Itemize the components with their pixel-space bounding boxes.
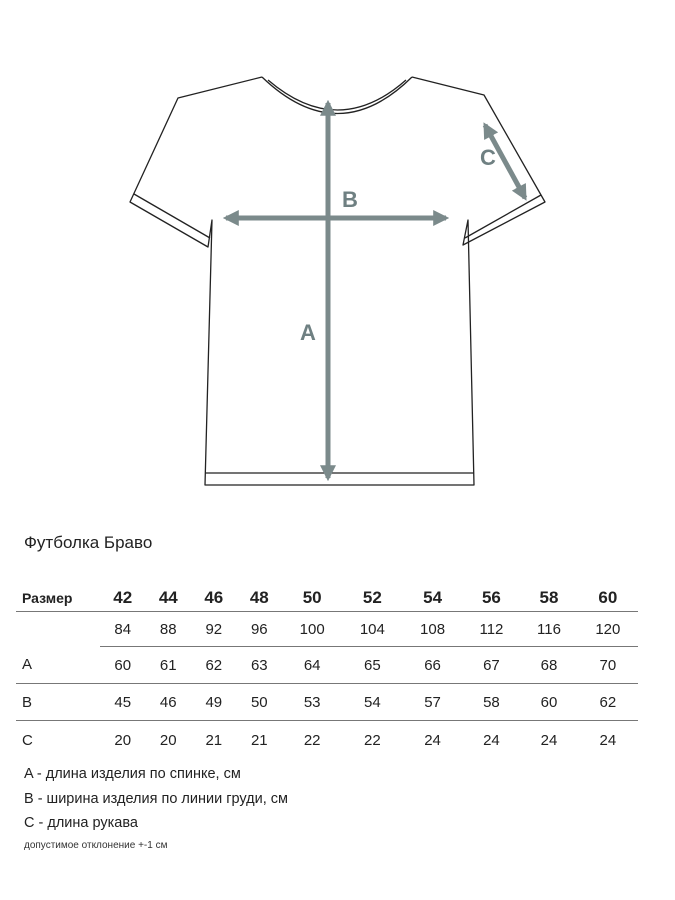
tolerance-note: допустимое отклонение +-1 см xyxy=(24,840,168,851)
table-cell: 88 xyxy=(146,612,192,647)
table-cell: 62 xyxy=(578,684,638,721)
product-title: Футболка Браво xyxy=(24,533,153,552)
table-header-row xyxy=(16,585,638,612)
legend-item-c: C - длина рукава xyxy=(24,815,138,831)
size-header-cell: 44 xyxy=(146,585,192,612)
legend xyxy=(24,762,288,836)
table-cell: 60 xyxy=(520,684,578,721)
table-cell: 70 xyxy=(578,647,638,684)
table-cell: 66 xyxy=(402,647,462,684)
table-cell: 50 xyxy=(237,684,283,721)
row-label: C xyxy=(22,731,33,749)
size-header-cell: 56 xyxy=(463,585,521,612)
table-cell: 68 xyxy=(520,647,578,684)
size-header-cell: 54 xyxy=(402,585,462,612)
table-cell: 104 xyxy=(342,612,402,647)
table-cell: 120 xyxy=(578,612,638,647)
table-row xyxy=(16,612,638,647)
table-cell: 96 xyxy=(237,612,283,647)
label-c: C xyxy=(480,145,496,170)
table-cell: 20 xyxy=(159,731,177,749)
table-cell: 24 xyxy=(483,731,500,749)
table-cell: 24 xyxy=(599,731,617,749)
table-cell: 45 xyxy=(100,684,146,721)
size-header-cell: 46 xyxy=(191,585,237,612)
table-cell: 65 xyxy=(342,647,402,684)
table-cell: 57 xyxy=(402,684,462,721)
row-label: B xyxy=(16,684,100,721)
table-cell: 21 xyxy=(205,731,223,749)
table-row xyxy=(16,684,638,721)
row-label xyxy=(16,612,100,647)
table-cell: 24 xyxy=(424,731,441,749)
table-cell: 58 xyxy=(463,684,521,721)
table-row xyxy=(16,647,638,684)
table-cell: 22 xyxy=(303,731,321,749)
size-table-body xyxy=(16,585,638,759)
legend-item-a: A - длина изделия по спинке, см xyxy=(24,766,241,782)
table-cell: 63 xyxy=(237,647,283,684)
size-header-cell: 50 xyxy=(282,585,342,612)
table-cell: 49 xyxy=(191,684,237,721)
table-cell: 54 xyxy=(342,684,402,721)
table-cell: 62 xyxy=(191,647,237,684)
table-cell: 21 xyxy=(250,731,268,749)
size-header-cell: 58 xyxy=(520,585,578,612)
table-cell: 100 xyxy=(282,612,342,647)
header-label: Размер xyxy=(16,585,100,612)
legend-item-b: B - ширина изделия по линии груди, см xyxy=(24,790,289,807)
table-cell: 64 xyxy=(282,647,342,684)
table-cell: 116 xyxy=(520,612,578,647)
size-header-cell: 42 xyxy=(100,585,146,612)
label-b: B xyxy=(342,187,358,212)
table-row xyxy=(16,721,638,760)
size-header-cell: 52 xyxy=(342,585,402,612)
table-cell: 61 xyxy=(146,647,192,684)
table-cell: 53 xyxy=(282,684,342,721)
table-cell: 60 xyxy=(100,647,146,684)
table-cell: 22 xyxy=(364,731,381,749)
table-cell: 112 xyxy=(463,612,521,647)
table-cell: 92 xyxy=(191,612,237,647)
label-a: A xyxy=(300,320,316,345)
table-cell: 108 xyxy=(402,612,462,647)
size-table xyxy=(16,585,638,759)
table-cell: 24 xyxy=(540,731,558,749)
table-cell: 67 xyxy=(463,647,521,684)
table-cell: 46 xyxy=(146,684,192,721)
row-label: A xyxy=(16,647,100,684)
table-cell: 84 xyxy=(100,612,146,647)
table-cell: 20 xyxy=(114,731,132,749)
tshirt-outline xyxy=(130,77,545,485)
size-header-cell: 48 xyxy=(237,585,283,612)
size-header-cell: 60 xyxy=(578,585,638,612)
